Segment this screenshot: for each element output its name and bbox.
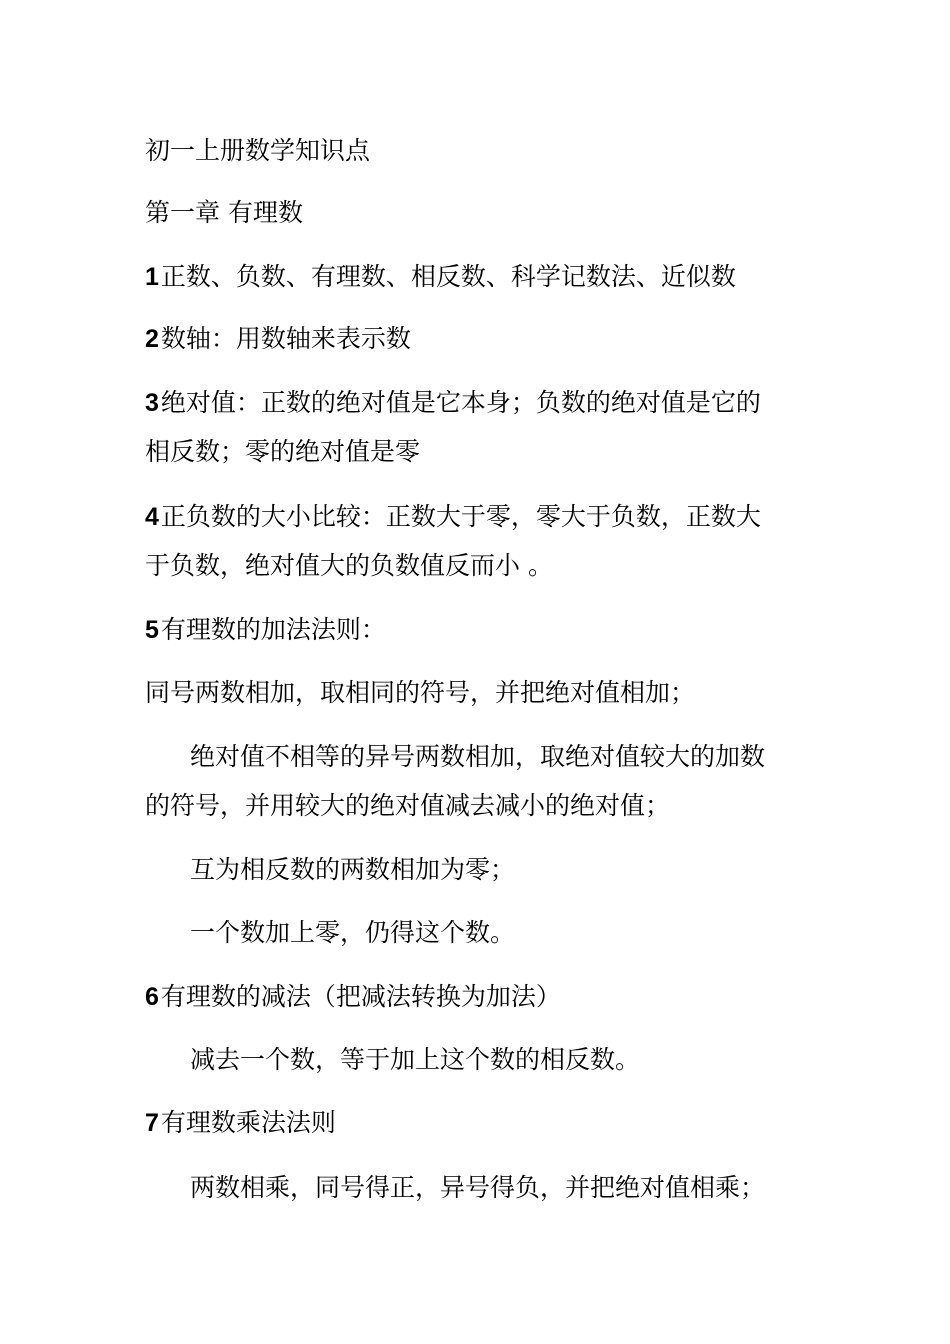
item-text: 有理数的加法法则： <box>160 615 386 644</box>
addition-rule-4: 一个数加上零，仍得这个数。 <box>190 918 516 947</box>
chapter-heading: 第一章 有理数 <box>145 198 303 227</box>
item-3 <box>145 388 815 418</box>
item-5 <box>145 615 815 645</box>
item-7 <box>145 1108 815 1138</box>
addition-rule-3: 互为相反数的两数相加为零； <box>190 855 516 884</box>
document-title: 初一上册数学知识点 <box>145 136 371 165</box>
addition-rule-1: 同号两数相加，取相同的符号，并把绝对值相加； <box>145 678 696 707</box>
item-text: 有理数的减法（把减法转换为加法） <box>160 982 561 1011</box>
item-number: 2 <box>145 325 159 353</box>
item-number: 3 <box>145 389 159 417</box>
item-3-continued: 相反数；零的绝对值是零 <box>145 437 421 466</box>
addition-rule-2-continued: 的符号，并用较大的绝对值减去减小的绝对值； <box>145 791 671 820</box>
item-2 <box>145 324 815 354</box>
item-4-continued: 于负数，绝对值大的负数值反而小 。 <box>145 551 553 580</box>
subtraction-rule: 减去一个数，等于加上这个数的相反数。 <box>190 1045 641 1074</box>
item-6 <box>145 982 815 1012</box>
item-text: 数轴：用数轴来表示数 <box>160 324 411 353</box>
item-text-line-1: 绝对值：正数的绝对值是它本身；负数的绝对值是它的 <box>160 388 761 417</box>
item-1 <box>145 262 815 292</box>
addition-rule-2: 绝对值不相等的异号两数相加，取绝对值较大的加数 <box>190 742 766 771</box>
item-number: 4 <box>145 503 159 531</box>
item-number: 6 <box>145 983 159 1011</box>
item-text-line-1: 正负数的大小比较：正数大于零，零大于负数，正数大 <box>160 502 761 531</box>
item-number: 1 <box>145 263 159 291</box>
item-text: 正数、负数、有理数、相反数、科学记数法、近似数 <box>160 262 736 291</box>
item-number: 5 <box>145 616 159 644</box>
multiplication-rule: 两数相乘，同号得正，异号得负，并把绝对值相乘； <box>190 1173 766 1202</box>
item-text: 有理数乘法法则 <box>160 1108 336 1137</box>
item-4 <box>145 502 815 532</box>
item-number: 7 <box>145 1109 159 1137</box>
